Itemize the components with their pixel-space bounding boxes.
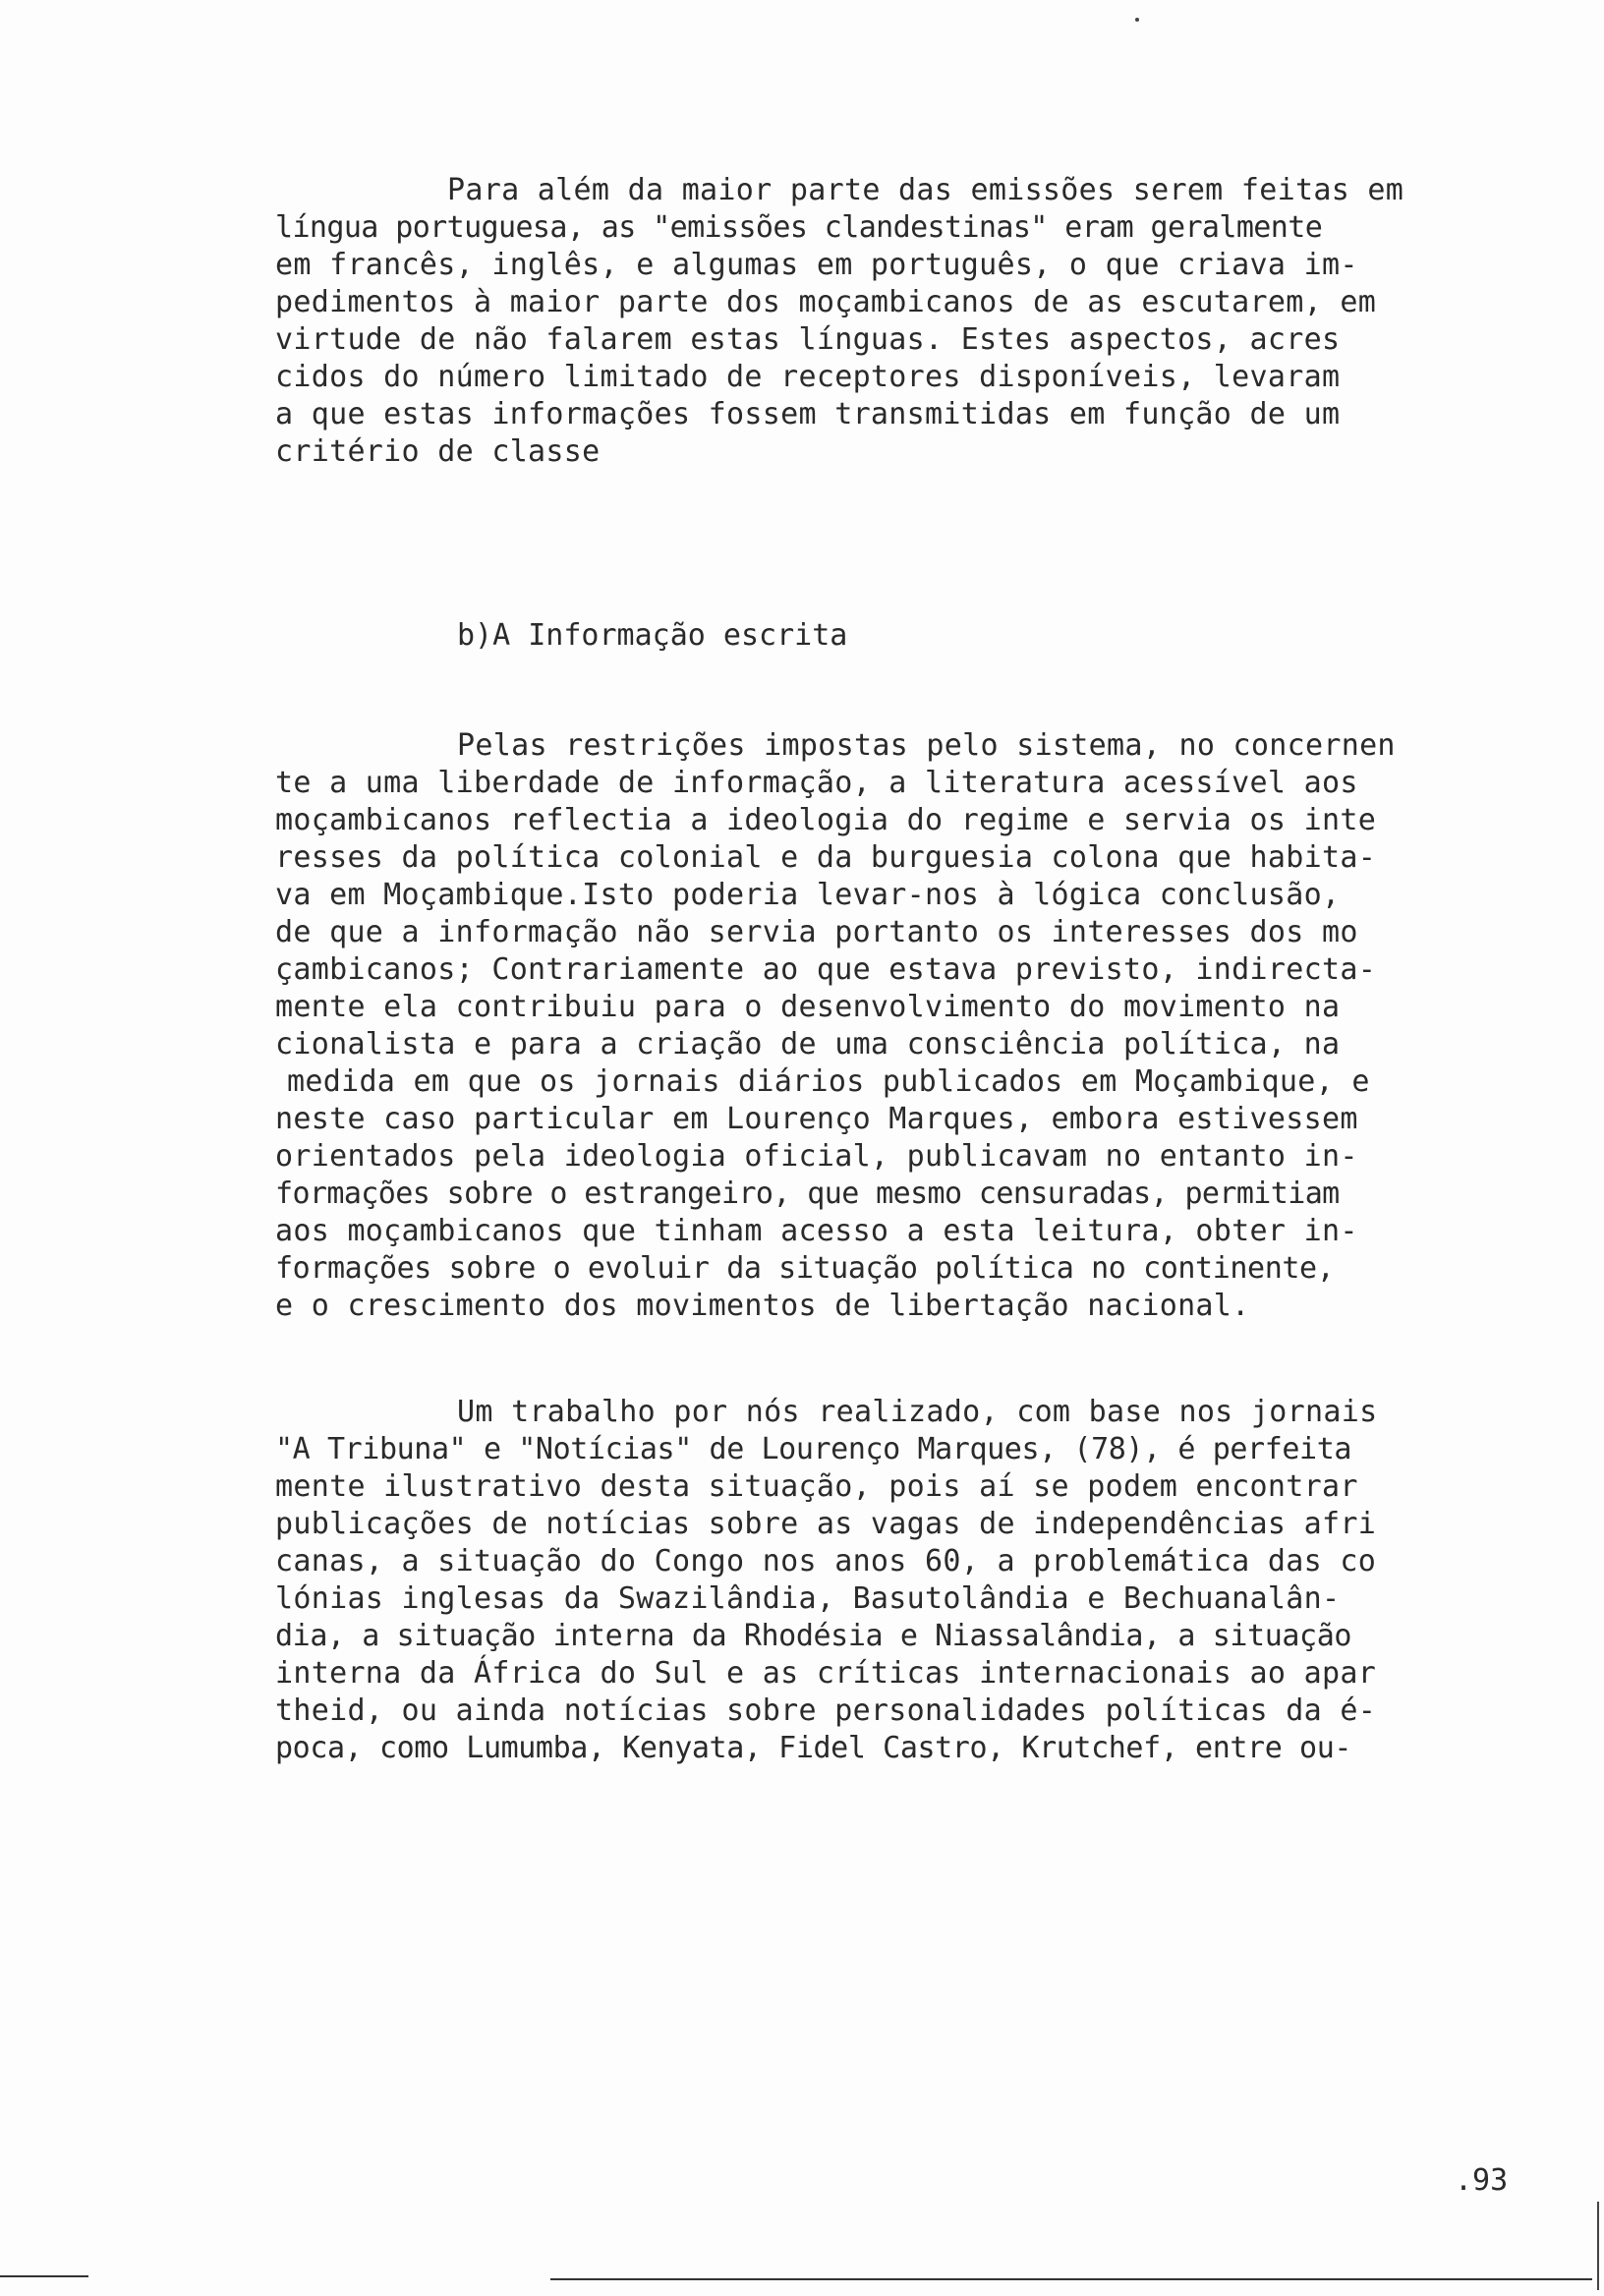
text-line: critério de classe (275, 434, 601, 469)
text-line: mente ela contribuiu para o desenvolvimento do movimento na (275, 990, 1341, 1024)
text-line: te a uma liberdade de informação, a literatura acessível aos (275, 766, 1358, 800)
text-line: aos moçambicanos que tinham acesso a esta leitura, obter in- (275, 1214, 1358, 1248)
text-line: de que a informação não servia portanto os interesses dos mo (275, 915, 1358, 949)
text-line: Pelas restrições impostas pelo sistema, no concernen (457, 728, 1396, 763)
text-line: medida em que os jornais diários publicados em Moçambique, e (287, 1064, 1370, 1099)
text-line: va em Moçambique.Isto poderia levar-nos à lógica conclusão, (275, 878, 1341, 912)
text-line: em francês, inglês, e algumas em português, o que criava im- (275, 248, 1358, 282)
text-line: virtude de não falarem estas línguas. Estes aspectos, acres (275, 322, 1341, 357)
text-line: canas, a situação do Congo nos anos 60, a problemática das co (275, 1544, 1377, 1578)
page-number: .93 (1455, 2163, 1509, 2198)
text-line: publicações de notícias sobre as vagas de independências afri (275, 1507, 1377, 1541)
text-line: e o crescimento dos movimentos de libertação nacional. (275, 1289, 1250, 1323)
text-line: Um trabalho por nós realizado, com base nos jornais (457, 1395, 1378, 1429)
text-line: moçambicanos reflectia a ideologia do regime e servia os inte (275, 803, 1377, 837)
text-line: a que estas informações fossem transmitidas em função de um (275, 397, 1341, 431)
text-line: "A Tribuna" e "Notícias" de Lourenço Marques, (78), é perfeita (275, 1432, 1352, 1466)
text-line: çambicanos; Contrariamente ao que estava previsto, indirecta- (275, 952, 1377, 987)
text-line: língua portuguesa, as "emissões clandestinas" eram geralmente (275, 210, 1323, 245)
text-line: resses da política colonial e da burguesia colona que habita- (275, 840, 1377, 875)
text-line: cionalista e para a criação de uma consciência política, na (275, 1027, 1341, 1062)
text-line: mente ilustrativo desta situação, pois aí se podem encontrar (275, 1469, 1358, 1504)
text-line: pedimentos à maior parte dos moçambicanos de as escutarem, em (275, 285, 1377, 319)
text-line: neste caso particular em Lourenço Marques, embora estivessem (275, 1102, 1358, 1136)
text-line: lónias inglesas da Swazilândia, Basutolândia e Bechuanalân- (275, 1581, 1341, 1616)
text-line: theid, ou ainda notícias sobre personalidades políticas da é- (275, 1693, 1377, 1728)
text-line: interna da África do Sul e as críticas internacionais ao apar (275, 1656, 1377, 1691)
text-line: formações sobre o estrangeiro, que mesmo censuradas, permitiam (275, 1177, 1340, 1211)
text-line: dia, a situação interna da Rhodésia e Niassalândia, a situação (275, 1619, 1352, 1653)
scan-edge-mark (1597, 2202, 1599, 2290)
text-line: cidos do número limitado de receptores disponíveis, levaram (275, 360, 1341, 394)
text-line: orientados pela ideologia oficial, publicavam no entanto in- (275, 1139, 1358, 1174)
text-line: formações sobre o evoluir da situação política no continente, (275, 1251, 1335, 1286)
scan-speck (1135, 18, 1139, 22)
text-line: Para além da maior parte das emissões serem feitas em (447, 173, 1404, 207)
scan-edge-line (0, 2275, 88, 2277)
section-heading: b)A Informação escrita (457, 618, 848, 653)
scan-edge-line (550, 2278, 1592, 2280)
text-line: poca, como Lumumba, Kenyata, Fidel Castro, Krutchef, entre ou- (275, 1731, 1352, 1765)
